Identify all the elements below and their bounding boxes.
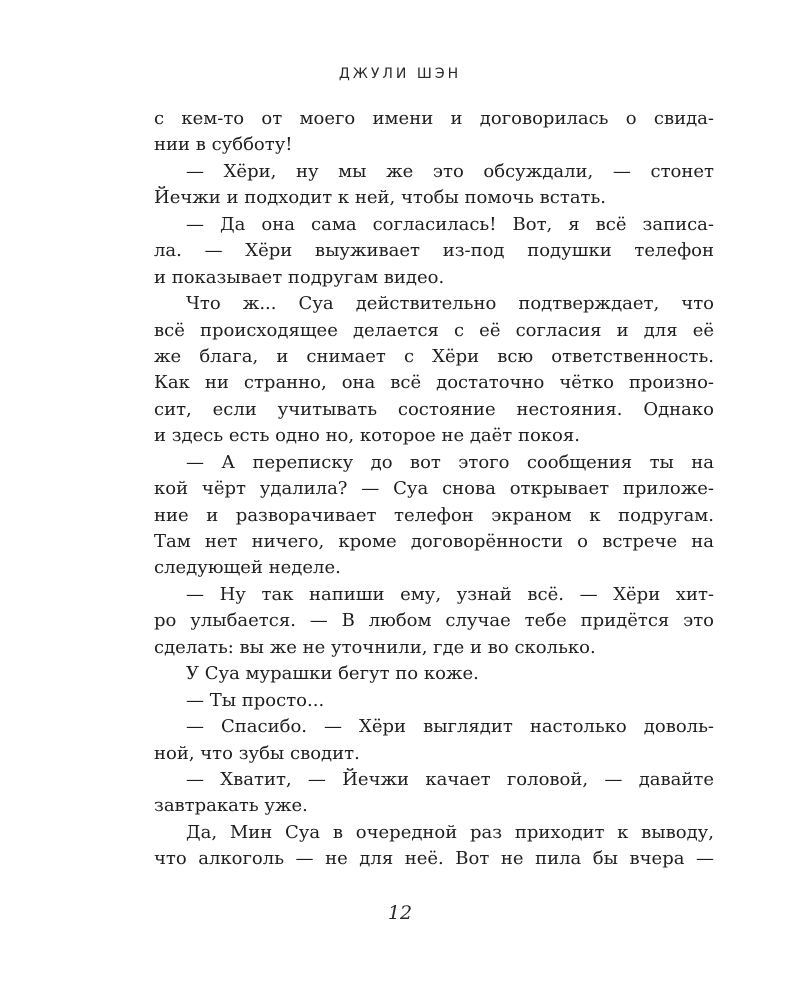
text-line: что алкоголь — не для неё. Вот не пила бы вчера —: [154, 848, 714, 870]
text-line: — Спасибо. — Хёри выглядит настолько доволь-: [186, 716, 714, 738]
text-line: — Ты просто...: [186, 689, 325, 711]
text-line: ние и разворачивает телефон экраном к подругам.: [154, 504, 714, 526]
text-line: У Суа мурашки бегут по коже.: [186, 663, 479, 685]
text-line: с кем-то от моего имени и договорилась о свида-: [154, 108, 714, 129]
text-line: и здесь есть одно но, которое не даёт покоя.: [154, 425, 580, 447]
text-line: следующей неделе.: [154, 557, 341, 579]
text-line: ла. — Хёри выуживает из-под подушки телефон: [154, 240, 714, 262]
text-line: сделать: вы же не уточнили, где и во сколько.: [154, 636, 596, 658]
text-line: — Хёри, ну мы же это обсуждали, — стонет: [186, 160, 714, 182]
text-line: Йечжи и подходит к ней, чтобы помочь встать.: [154, 187, 607, 209]
text-line: — Хватит, — Йечжи качает головой, — давайте: [186, 768, 714, 790]
text-line: Там нет ничего, кроме договорённости о встрече на: [154, 531, 714, 552]
text-line: — А переписку до вот этого сообщения ты на: [186, 451, 714, 473]
text-line: же блага, и снимает с Хёри всю ответственность.: [154, 345, 714, 367]
running-header: ДЖУЛИ ШЭН: [338, 66, 462, 82]
text-line: Да, Мин Суа в очередной раз приходит к выводу,: [186, 821, 714, 843]
text-line: — Ну так напиши ему, узнай всё. — Хёри хит-: [186, 583, 714, 605]
text-line: сит, если учитывать состояние нестояния. Однако: [154, 398, 714, 420]
text-line: — Да она сама согласилась! Вот, я всё записа-: [186, 213, 714, 235]
text-line: Что ж... Суа действительно подтверждает, что: [186, 293, 714, 315]
text-line: завтракать уже.: [154, 795, 308, 817]
text-line: нии в субботу!: [154, 134, 293, 156]
text-line: всё происходящее делается с её согласия и для её: [154, 319, 714, 341]
page-number: 12: [387, 902, 413, 924]
body-text: [154, 106, 714, 873]
text-line: и показывает подругам видео.: [154, 266, 445, 288]
text-line: ной, что зубы сводит.: [154, 742, 360, 764]
text-line: Как ни странно, она всё достаточно чётко произно-: [154, 372, 714, 394]
text-line: ро улыбается. — В любом случае тебе придётся это: [154, 610, 714, 632]
text-line: кой чёрт удалила? — Суа снова открывает приложе-: [154, 478, 714, 500]
